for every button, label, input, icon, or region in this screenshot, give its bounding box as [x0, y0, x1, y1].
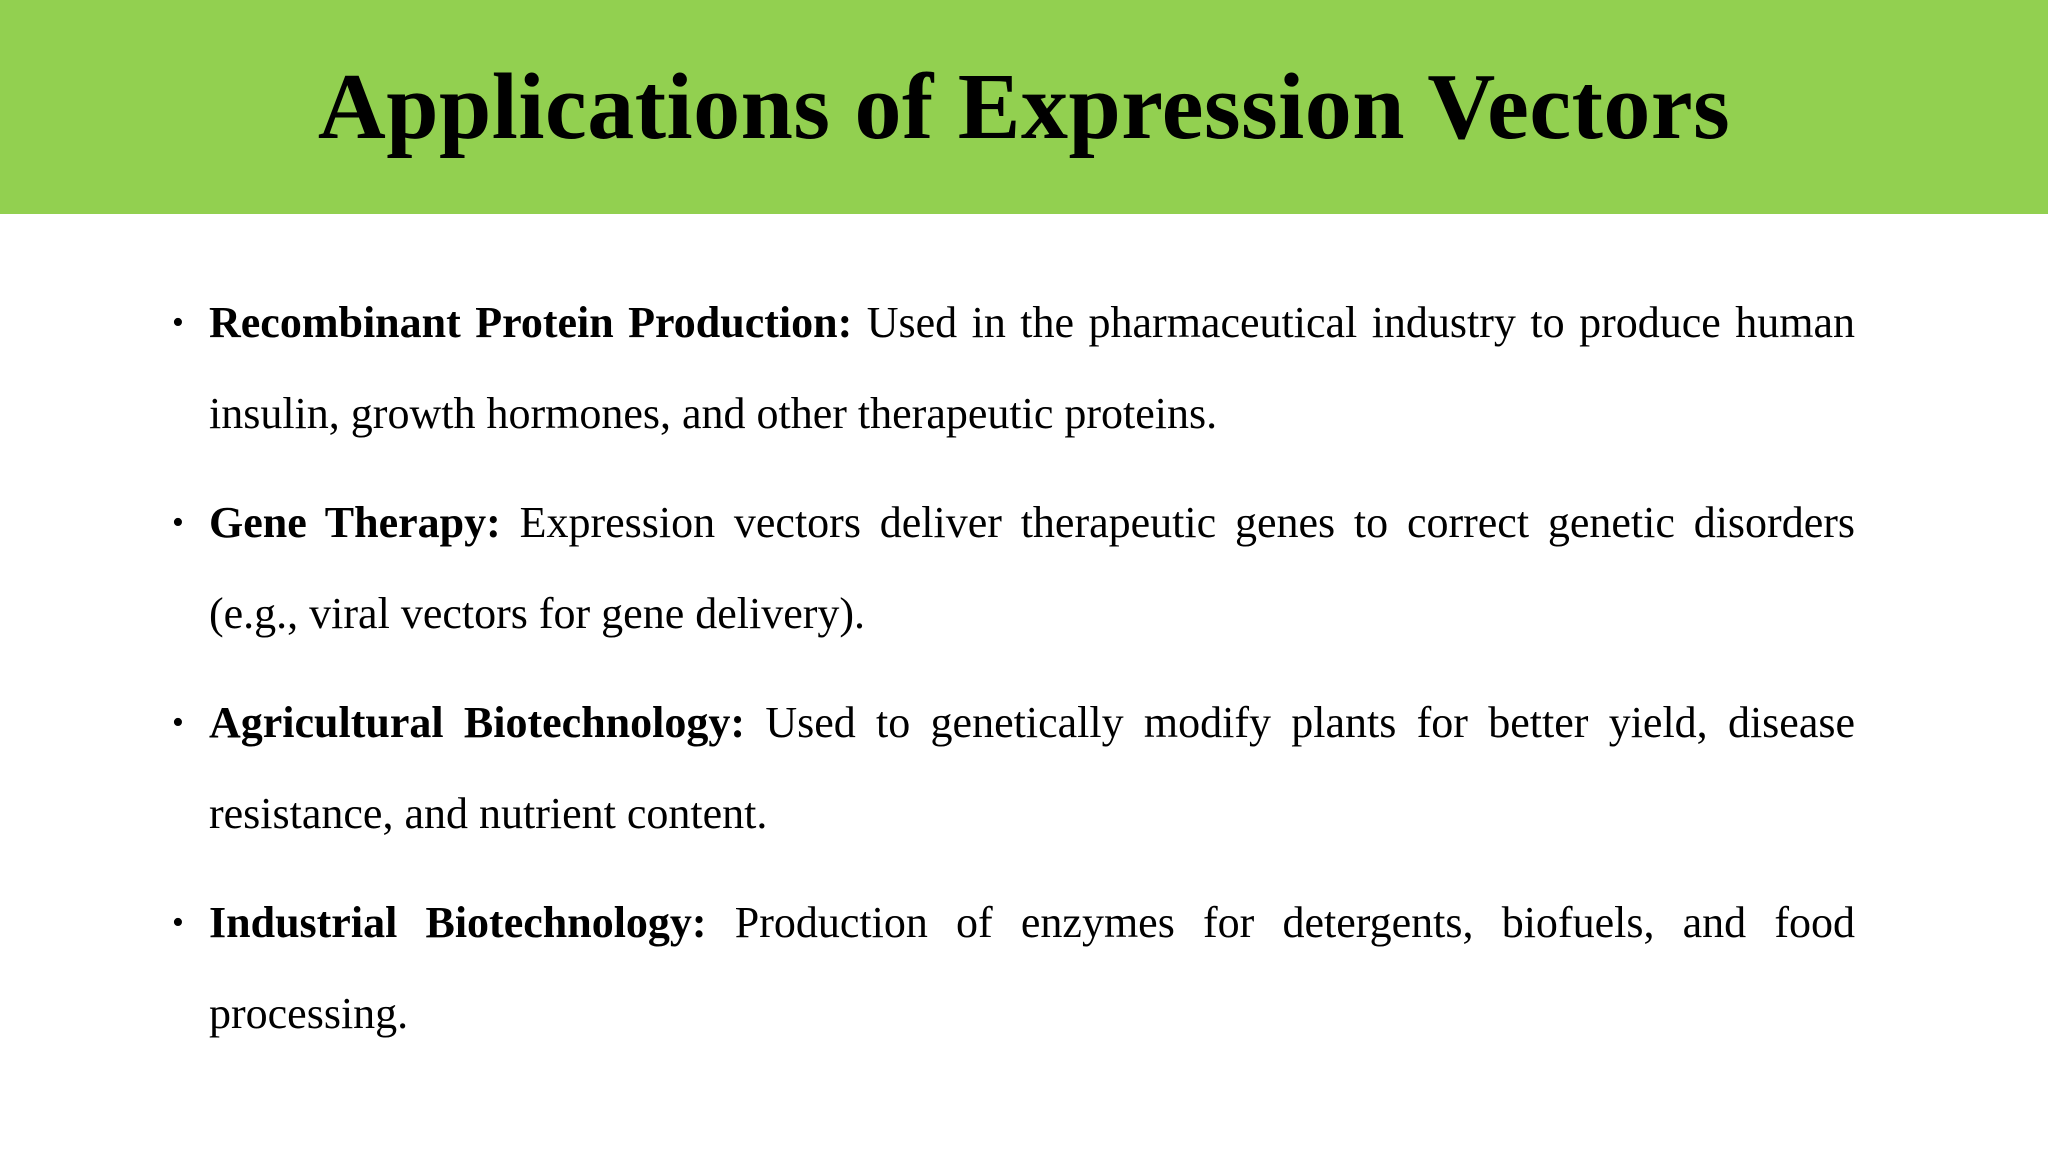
bullet-term: Industrial Biotechnology:: [209, 898, 707, 947]
bullet-term: Gene Therapy:: [209, 498, 501, 547]
bullet-marker-icon: •: [172, 704, 184, 741]
bullet-text: Used in the pharmaceutical industry to produce human insulin, growth hormones, and other therapeutic proteins.: [209, 298, 1855, 438]
bullet-text: Used to genetically modify plants for better yield, disease resistance, and nutrient content.: [209, 698, 1856, 838]
bullet-item-industrial-biotechnology: [172, 877, 1856, 1059]
bullet-item-recombinant-protein-production: [172, 277, 1855, 459]
bullet-text: Production of enzymes for detergents, biofuels, and food processing.: [209, 898, 1856, 1038]
bullet-item-gene-therapy: [172, 477, 1855, 659]
bullet-text: Expression vectors deliver therapeutic genes to correct genetic disorders (e.g., viral vectors for gene delivery).: [209, 498, 1855, 638]
bullet-marker-icon: •: [172, 904, 184, 941]
slide-title: Applications of Expression Vectors: [317, 55, 1731, 159]
bullet-marker-icon: •: [172, 504, 184, 541]
bullet-term: Agricultural Biotechnology:: [209, 698, 746, 747]
bullet-item-agricultural-biotechnology: [172, 677, 1856, 859]
bullet-marker-icon: •: [172, 304, 184, 341]
bullet-term: Recombinant Protein Production:: [209, 298, 853, 347]
